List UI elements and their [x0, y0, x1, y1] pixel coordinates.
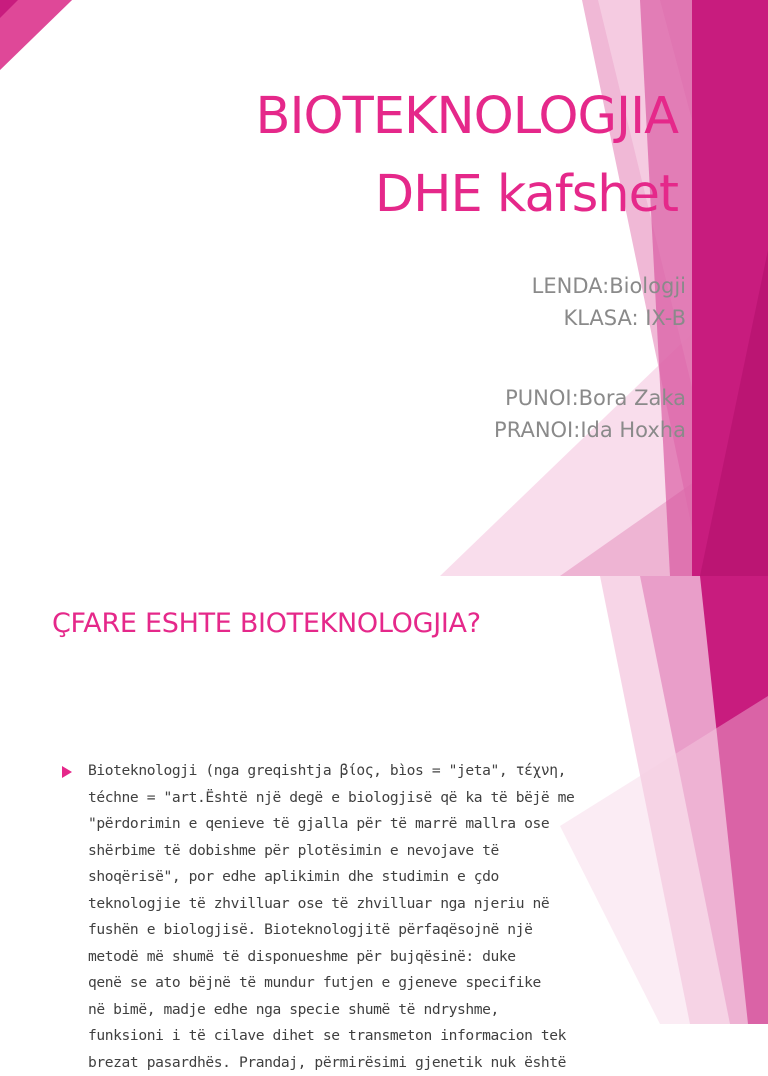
body-line: téchne = "art.Është një degë e biologjisë që ka të bëjë me — [88, 785, 568, 812]
body-line: teknologjie të zhvilluar ose të zhvilluar nga njeriu në — [88, 891, 568, 918]
bullet-arrow-icon — [62, 766, 72, 778]
body-line: "përdorimin e qenieve të gjalla për të marrë mallra ose — [88, 811, 568, 838]
slide-heading: ÇFARE ESHTE BIOTEKNOLOGJIA? — [52, 606, 481, 642]
slide-title-line-2: DHE kafshet — [255, 156, 678, 234]
reviewer-line: PRANOI:Ida Hoxha — [494, 414, 686, 446]
author-line: PUNOI:Bora Zaka — [494, 382, 686, 414]
body-line: fushën e biologjisë. Bioteknologjitë përfaqësojnë një — [88, 917, 568, 944]
slide-title — [255, 78, 678, 234]
credits-info — [494, 382, 686, 446]
body-line: metodë më shumë të disponueshme për bujqësinë: duke — [88, 944, 568, 971]
body-line: qenë se ato bëjnë të mundur futjen e gjeneve specifike — [88, 970, 568, 997]
body-line: shërbime të dobishme për plotësimin e nevojave të — [88, 838, 568, 865]
body-line: Bioteknologji (nga greqishtja βίος, bìos = "jeta", τέχνη, — [88, 758, 568, 785]
slide-body-text — [88, 758, 568, 1076]
body-line: funksioni i të cilave dihet se transmeton informacion tek — [88, 1023, 568, 1050]
subject-line: LENDA:Biologji — [532, 270, 686, 302]
body-line: në bimë, madje edhe nga specie shumë të ndryshme, — [88, 997, 568, 1024]
subject-info — [532, 270, 686, 334]
slide-title-line-1: BIOTEKNOLOGJIA — [255, 78, 678, 156]
class-line: KLASA: IX-B — [532, 302, 686, 334]
body-line: brezat pasardhës. Prandaj, përmirësimi gjenetik nuk është — [88, 1050, 568, 1076]
body-line: shoqërisë", por edhe aplikimin dhe studimin e çdo — [88, 864, 568, 891]
